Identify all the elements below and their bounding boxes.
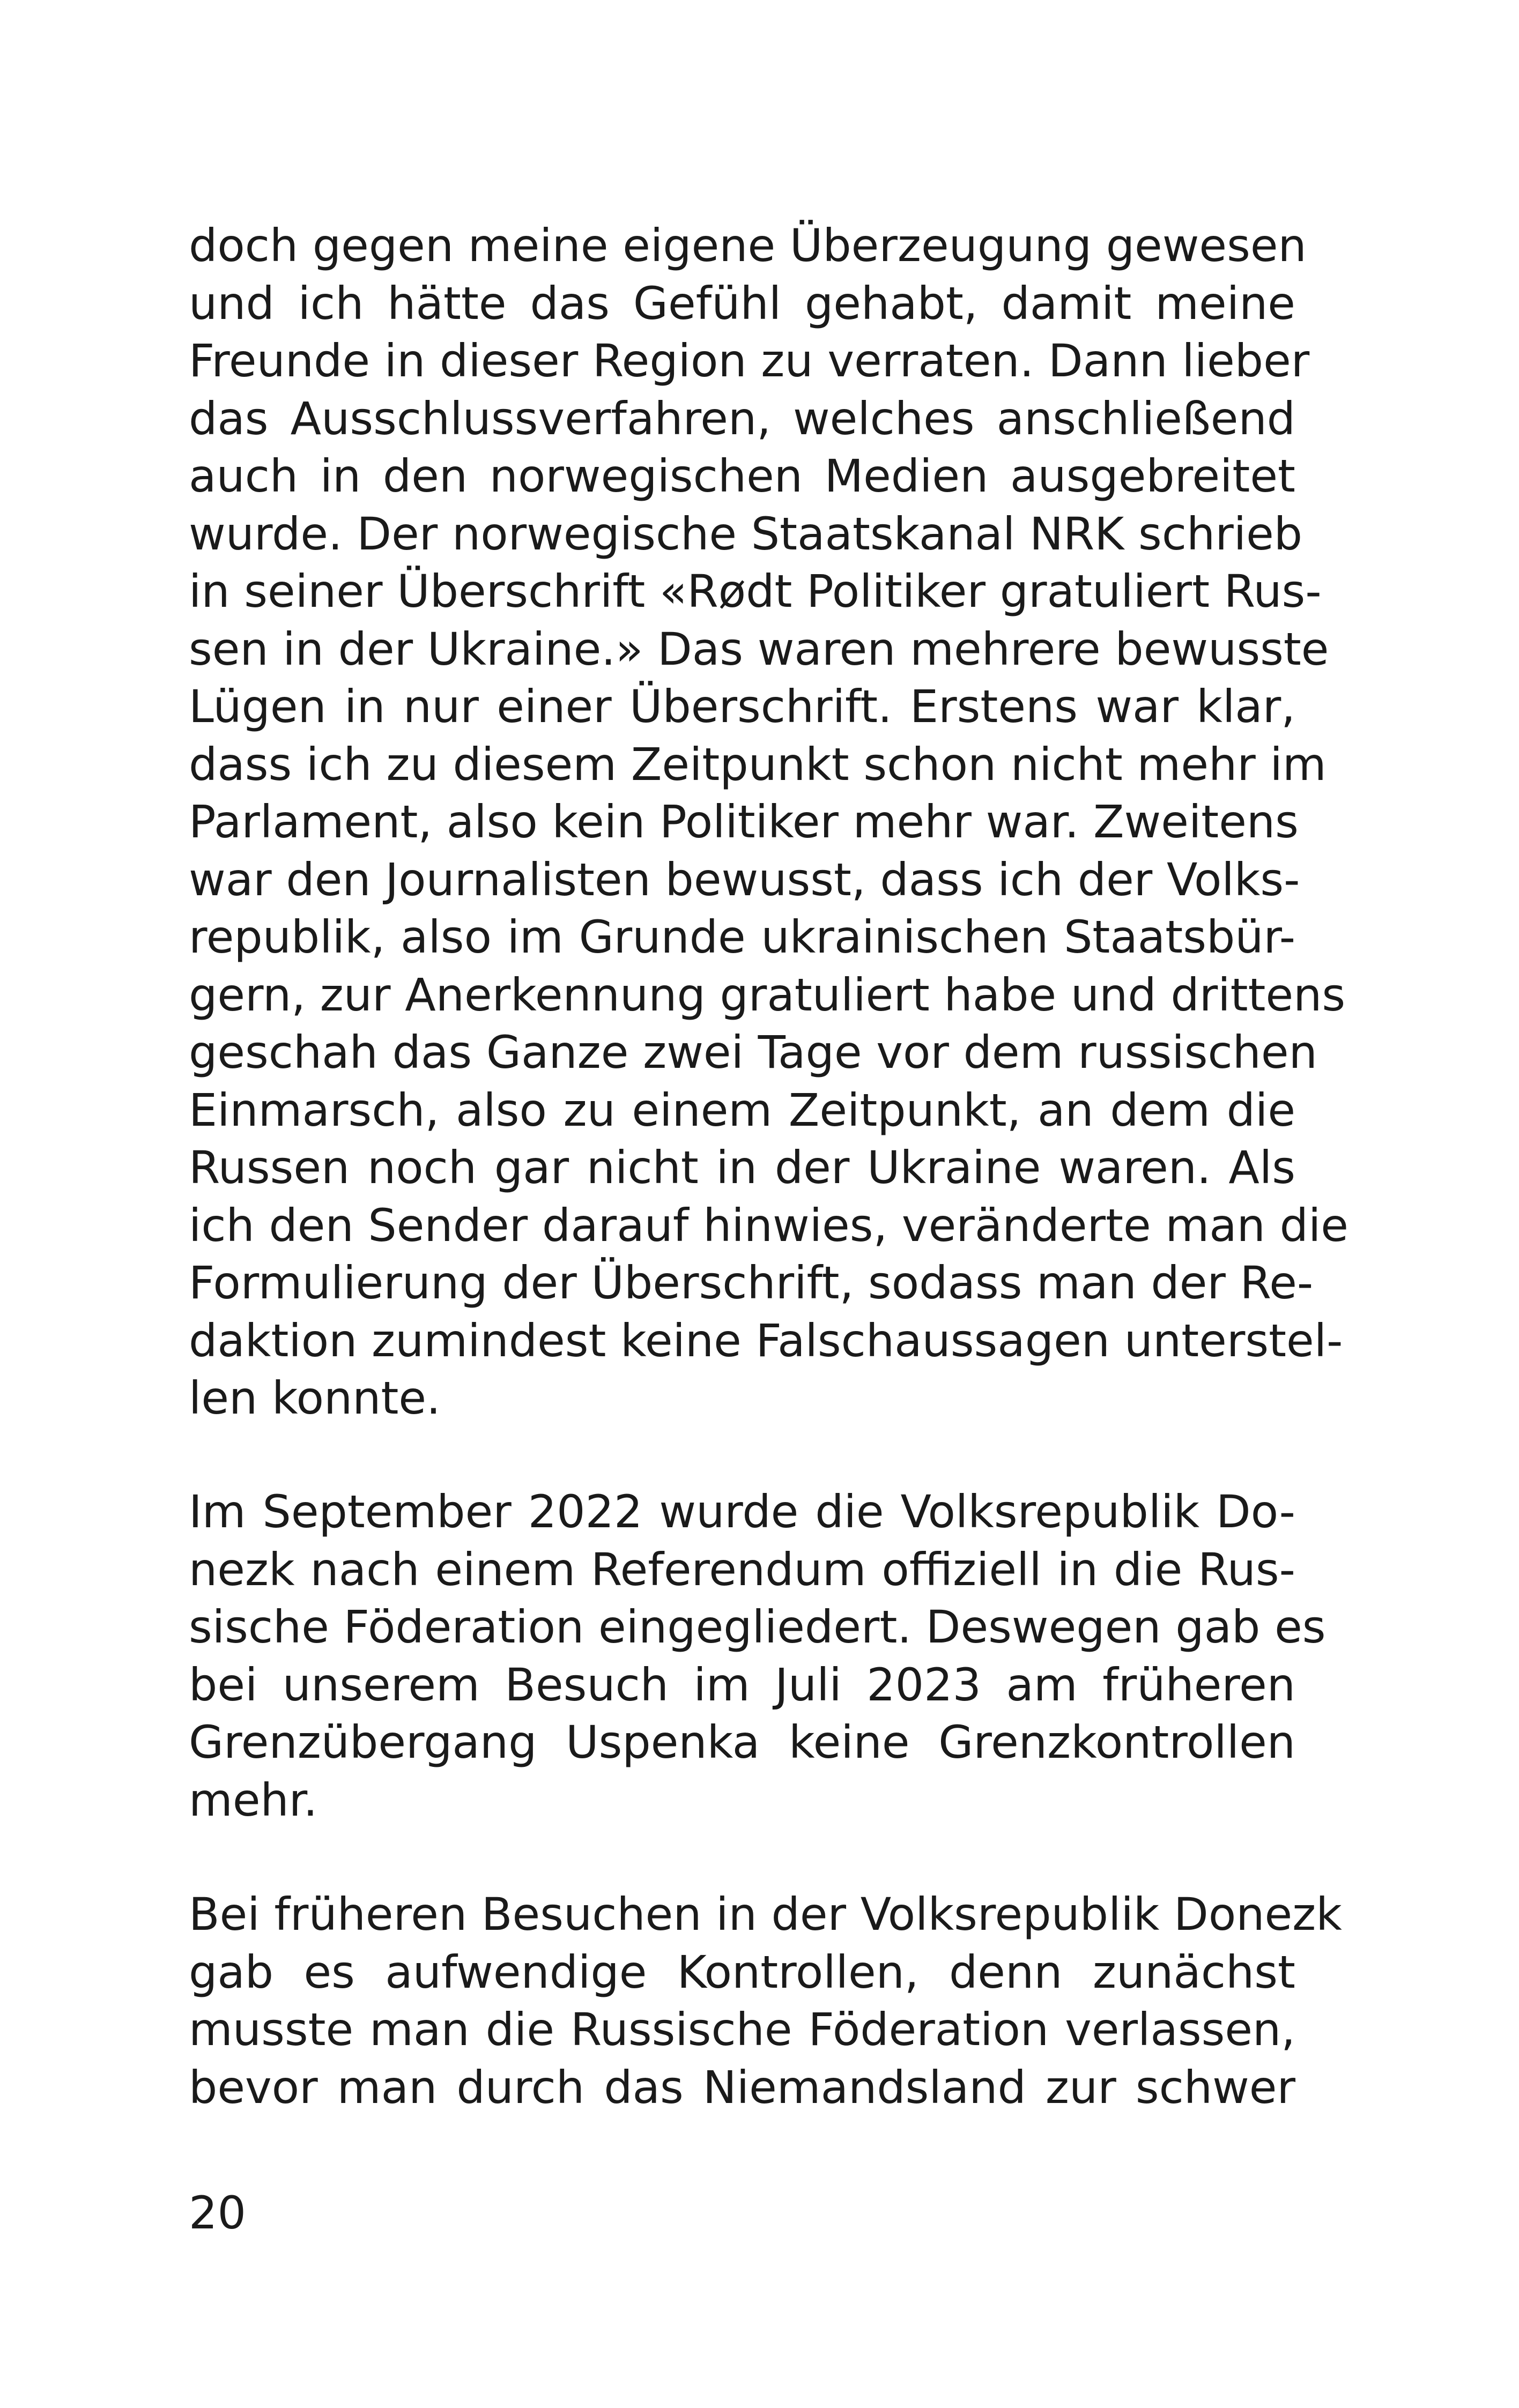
text-line: wurde. Der norwegische Staatskanal NRK schrieb bbox=[189, 507, 1303, 560]
text-line: in seiner Überschrift «Rødt Politiker gratuliert Rus- bbox=[189, 565, 1322, 618]
paragraph-3 bbox=[189, 1886, 1342, 2116]
paragraph-2 bbox=[189, 1483, 1326, 1829]
text-line: ich den Sender darauf hinwies, veränderte man die bbox=[189, 1199, 1348, 1252]
text-line: Formulierung der Überschrift, sodass man der Re- bbox=[189, 1257, 1314, 1309]
text-line: gern, zur Anerkennung gratuliert habe und drittens bbox=[189, 968, 1346, 1021]
text-line: doch gegen meine eigene Überzeugung gewesen bbox=[189, 219, 1307, 272]
text-line: auch in den norwegischen Medien ausgebreitet bbox=[189, 450, 1295, 502]
text-line: republik, also im Grunde ukrainischen Staatsbür- bbox=[189, 911, 1295, 963]
text-line: gab es aufwendige Kontrollen, denn zunächst bbox=[189, 1945, 1295, 1998]
paragraph-1 bbox=[189, 217, 1348, 1428]
text-line: sen in der Ukraine.» Das waren mehrere bewusste bbox=[189, 622, 1329, 675]
text-line: mehr. bbox=[189, 1773, 318, 1826]
text-line: bei unserem Besuch im Juli 2023 am früheren bbox=[189, 1658, 1295, 1711]
text-line: Bei früheren Besuchen in der Volksrepublik Donezk bbox=[189, 1888, 1342, 1941]
text-line: Einmarsch, also zu einem Zeitpunkt, an dem die bbox=[189, 1083, 1295, 1136]
text-line: war den Journalisten bewusst, dass ich der Volks- bbox=[189, 853, 1300, 906]
text-line: Lügen in nur einer Überschrift. Erstens war klar, bbox=[189, 680, 1295, 733]
text-line: sische Föderation eingegliedert. Deswegen gab es bbox=[189, 1601, 1326, 1653]
text-line: Grenzübergang Uspenka keine Grenzkontrollen bbox=[189, 1716, 1295, 1768]
text-line: geschah das Ganze zwei Tage vor dem russischen bbox=[189, 1026, 1317, 1079]
text-line: Russen noch gar nicht in der Ukraine waren. Als bbox=[189, 1141, 1295, 1194]
text-line: nezk nach einem Referendum offiziell in die Rus- bbox=[189, 1543, 1295, 1596]
text-line: musste man die Russische Föderation verlassen, bbox=[189, 2003, 1295, 2056]
text-line: bevor man durch das Niemandsland zur schwer bbox=[189, 2061, 1295, 2114]
text-line: len konnte. bbox=[189, 1372, 441, 1424]
text-line: Im September 2022 wurde die Volksrepublik Do- bbox=[189, 1485, 1295, 1538]
text-line: daktion zumindest keine Falschaussagen unterstel- bbox=[189, 1314, 1343, 1367]
text-line: und ich hätte das Gefühl gehabt, damit meine bbox=[189, 277, 1295, 330]
text-line: dass ich zu diesem Zeitpunkt schon nicht mehr im bbox=[189, 738, 1327, 791]
text-line: Freunde in dieser Region zu verraten. Dann lieber bbox=[189, 335, 1310, 387]
page-number: 20 bbox=[189, 2187, 246, 2239]
text-line: das Ausschlussverfahren, welches anschließend bbox=[189, 392, 1295, 445]
text-line: Parlament, also kein Politiker mehr war. Zweitens bbox=[189, 796, 1299, 848]
